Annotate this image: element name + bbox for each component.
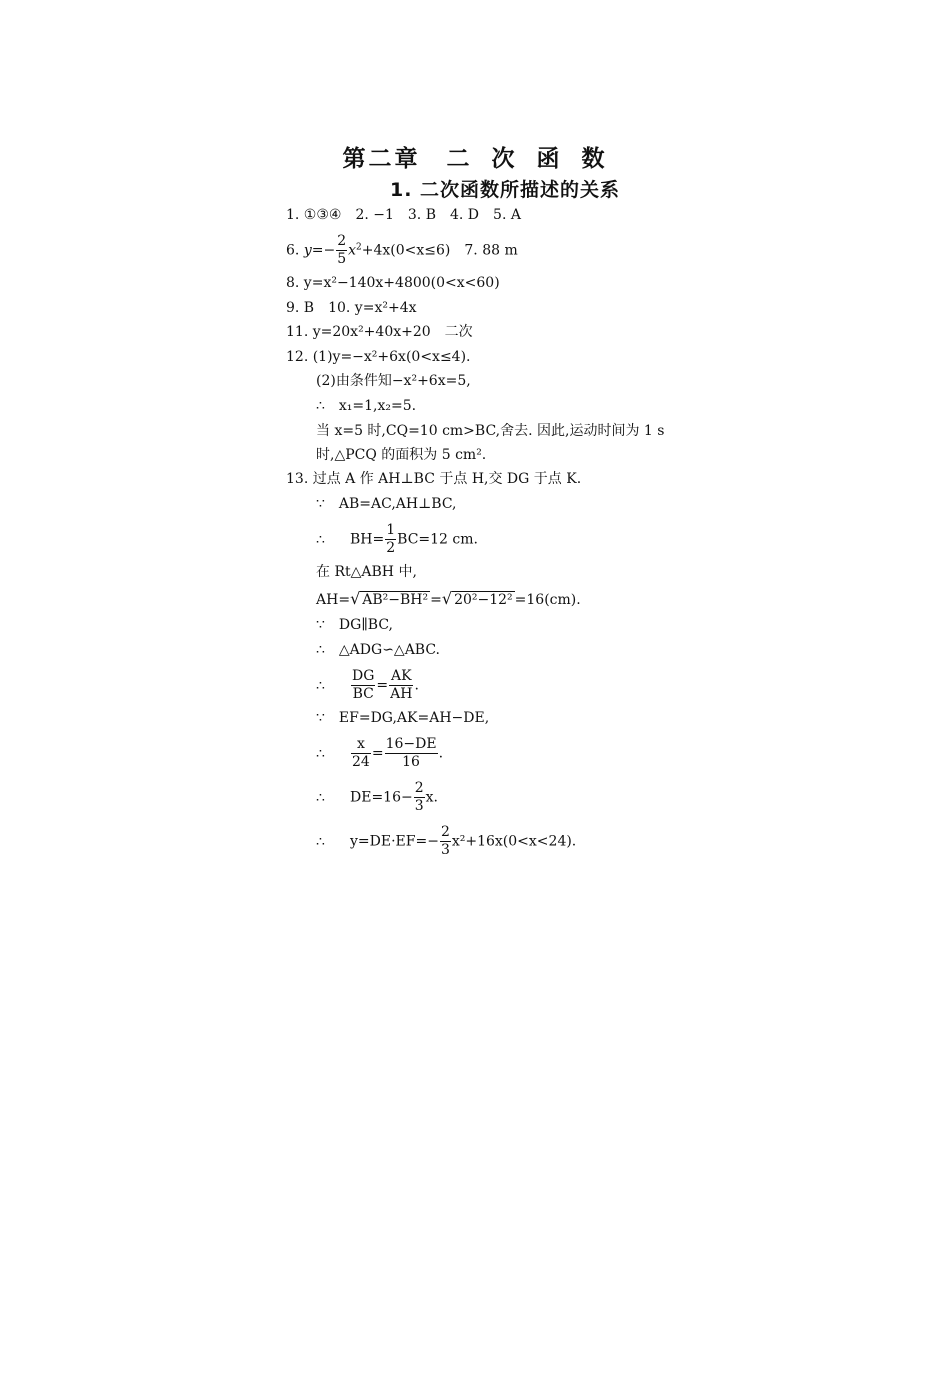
answer-12-roots: ∴ x₁=1,x₂=5. [316, 398, 417, 414]
answer-13-rt-triangle: 在 Rt△ABH 中, [316, 564, 417, 580]
answer-13-similar: ∴ △ADG∽△ABC. [316, 642, 441, 658]
answer-13-ratio: ∴ $\frac{DG}{BC}$ = $\frac{AK}{AH}$ . [316, 668, 419, 702]
answer-11: 11. y=20x²+40x+20 二次 [286, 324, 473, 340]
fraction: $\frac{AK}{AH}$ [390, 668, 413, 702]
answer-13-bh: ∴ BH= $\frac{1}{2}$ BC=12 cm. [316, 522, 478, 556]
answer-8: 8. y=x²−140x+4800(0<x<60) [286, 275, 500, 291]
fraction: $\frac{2}{5}$ [337, 233, 347, 267]
section-title: 1. 二次函数所描述的关系 [389, 179, 621, 201]
answer-12-reason: 当 x=5 时,CQ=10 cm>BC,舍去. 因此,运动时间为 1 s [316, 423, 665, 439]
answer-13-because-1: ∵ AB=AC,AH⊥BC, [316, 496, 457, 512]
answer-12-part-1: 12. (1)y=−x²+6x(0<x≤4). [286, 349, 471, 365]
fraction: $\frac{1}{2}$ [386, 522, 396, 556]
fraction: $\frac{2}{3}$ [440, 824, 450, 858]
fraction: $\frac{2}{3}$ [414, 780, 424, 814]
fraction: $\frac{16-DE}{16}$ [385, 736, 437, 770]
answer-13-setup: 13. 过点 A 作 AH⊥BC 于点 H,交 DG 于点 K. [286, 471, 582, 487]
fraction: $\frac{x}{24}$ [352, 736, 370, 770]
answer-13-final: ∴ y=DE·EF=− $\frac{2}{3}$ x²+16x(0<x<24). [316, 824, 577, 858]
answer-1-5: 1. ①③④ 2. −1 3. B 4. D 5. A [286, 207, 521, 223]
answer-6-tail: +4x(0<x≤6) 7. 88 m [361, 242, 518, 259]
answer-12-part-2: (2)由条件知−x²+6x=5, [316, 373, 471, 389]
answer-13-parallel: ∵ DG∥BC, [316, 617, 393, 633]
answer-6-7: 6. y=− $\frac{2}{5}$ $x^2+4x(0<x\le 6)$ 7. 88 m [286, 233, 518, 267]
sqrt-expression: √ AB²−BH² [350, 589, 429, 608]
answer-13-de: ∴ DE=16− $\frac{2}{3}$ x. [316, 780, 439, 814]
answer-12-conclusion: 时,△PCQ 的面积为 5 cm². [316, 447, 487, 463]
answer-6-prefix: 6. [286, 242, 304, 259]
answer-13-proportion: ∴ $\frac{x}{24}$ = $\frac{16-DE}{16}$ . [316, 736, 444, 770]
sqrt-expression: √ 20²−12² [441, 589, 513, 608]
answer-9-10: 9. B 10. y=x²+4x [286, 300, 417, 316]
answer-13-because-2: ∵ EF=DG,AK=AH−DE, [316, 710, 490, 726]
answer-13-ah: AH=√ AB²−BH² =√ 20²−12² =16(cm). [316, 589, 581, 608]
chapter-title: 第二章 二 次 函 数 [342, 146, 608, 172]
fraction: $\frac{DG}{BC}$ [352, 668, 375, 702]
